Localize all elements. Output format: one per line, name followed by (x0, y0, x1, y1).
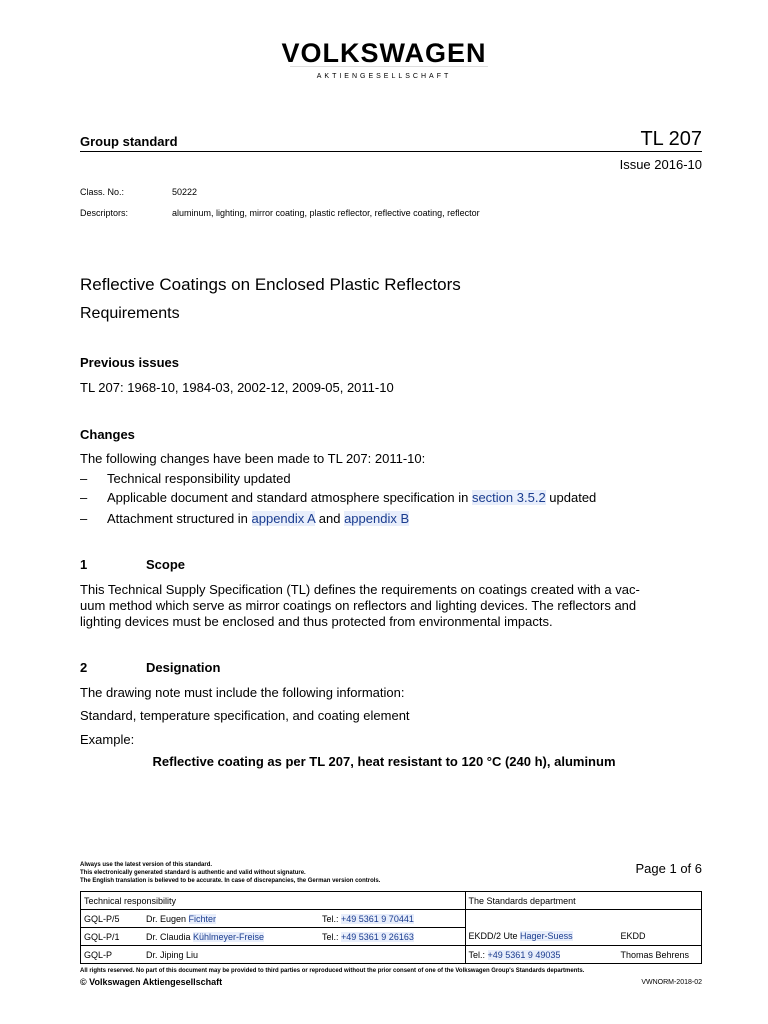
section-link[interactable]: section 3.5.2 (471, 490, 546, 505)
designation-text: Example: (80, 732, 135, 747)
scope-line: This Technical Supply Specification (TL) defines the requirements on coatings created with a vac- (80, 582, 640, 597)
dept-code: GQL-P/1 (81, 928, 144, 946)
scope-line: lighting devices must be enclosed and thus protected from environmental impacts. (80, 614, 553, 629)
designation-example: Reflective coating as per TL 207, heat resistant to 120 °C (240 h), aluminum (152, 754, 616, 769)
brand-subtitle: AKTIENGESELLSCHAFT (316, 73, 452, 80)
change-item (107, 511, 409, 526)
section-number: 2 (80, 660, 88, 675)
std-contact: EKDD/2 Ute Hager-Suess (465, 928, 618, 946)
scope-heading: Scope (146, 557, 186, 572)
phone-link[interactable]: +49 5361 9 49035 (487, 949, 561, 960)
std-code: EKDD (618, 928, 702, 946)
rights-notice: All rights reserved. No part of this document may be provided to third parties or reproduced without the prior consent of one of the Volkswagen Group's Standards departments. (80, 968, 585, 974)
descriptors-label: Descriptors: (80, 208, 129, 218)
scope-line: uum method which serve as mirror coatings on reflectors and lighting devices. The reflectors and (80, 598, 637, 613)
header-rule (80, 151, 702, 152)
person-name: Dr. Jiping Liu (143, 946, 319, 964)
appendix-a-link[interactable]: appendix A (251, 511, 316, 526)
footer-note: This electronically generated standard is authentic and valid without signature. (80, 870, 306, 876)
empty-cell (319, 946, 465, 964)
doc-type: Group standard (80, 134, 178, 149)
designation-text: The drawing note must include the following information: (80, 685, 405, 700)
phone-link[interactable]: +49 5361 9 70441 (341, 913, 414, 924)
phone: Tel.: +49 5361 9 70441 (319, 910, 465, 928)
dept-code: GQL-P (81, 946, 144, 964)
change-item: Technical responsibility updated (107, 471, 291, 486)
previous-issues-text: TL 207: 1968-10, 1984-03, 2002-12, 2009-05, 2011-10 (80, 380, 394, 395)
std-contact-name: Thomas Behrens (618, 946, 702, 964)
appendix-b-link[interactable]: appendix B (344, 511, 410, 526)
footer-note: Always use the latest version of this standard. (80, 862, 213, 868)
dept-code: GQL-P/5 (81, 910, 144, 928)
person-link[interactable]: Hager-Suess (520, 931, 573, 942)
form-id: VWNORM-2018-02 (641, 979, 702, 986)
changes-heading: Changes (80, 427, 135, 442)
change-item-text: and (315, 511, 345, 526)
change-item-text: Applicable document and standard atmosphere specification in (107, 490, 472, 505)
phone: Tel.: +49 5361 9 26163 (319, 928, 465, 946)
designation-heading: Designation (146, 660, 221, 675)
doc-subtitle: Requirements (80, 305, 180, 322)
person-name: Dr. Eugen Fichter (143, 910, 319, 928)
class-value: 50222 (172, 187, 198, 197)
phone: Tel.: +49 5361 9 49035 (465, 946, 618, 964)
brand-logo: VOLKSWAGEN (281, 38, 487, 68)
designation-text: Standard, temperature specification, and coating element (80, 708, 410, 723)
doc-id: TL 207 (640, 128, 702, 150)
change-item-text: Attachment structured in (107, 511, 252, 526)
std-dept-header: The Standards department (465, 892, 701, 910)
person-link[interactable]: Kühlmeyer-Freise (193, 931, 265, 942)
class-label: Class. No.: (80, 187, 125, 197)
bullet-dash: – (80, 511, 88, 526)
person-link[interactable]: Fichter (188, 913, 217, 924)
doc-title: Reflective Coatings on Enclosed Plastic Reflectors (80, 275, 461, 294)
section-number: 1 (80, 557, 88, 572)
tech-resp-header: Technical responsibility (81, 892, 466, 910)
change-item (107, 490, 596, 505)
descriptors-value: aluminum, lighting, mirror coating, plastic reflector, reflective coating, reflector (172, 208, 480, 218)
logo-divider (290, 66, 488, 67)
empty-cell (618, 910, 702, 928)
responsibility-table (80, 891, 702, 964)
empty-cell (465, 910, 618, 928)
changes-intro: The following changes have been made to TL 207: 2011-10: (80, 451, 426, 466)
change-item-text: updated (545, 490, 597, 505)
bullet-dash: – (80, 471, 88, 486)
footer-note: The English translation is believed to be accurate. In case of discrepancies, the German version controls. (80, 878, 381, 884)
copyright: © Volkswagen Aktiengesellschaft (80, 977, 223, 987)
person-name: Dr. Claudia Kühlmeyer-Freise (143, 928, 319, 946)
bullet-dash: – (80, 490, 88, 505)
phone-link[interactable]: +49 5361 9 26163 (341, 931, 414, 942)
page-number: Page 1 of 6 (635, 861, 702, 876)
previous-issues-heading: Previous issues (80, 355, 179, 370)
issue-date: Issue 2016-10 (619, 157, 702, 172)
